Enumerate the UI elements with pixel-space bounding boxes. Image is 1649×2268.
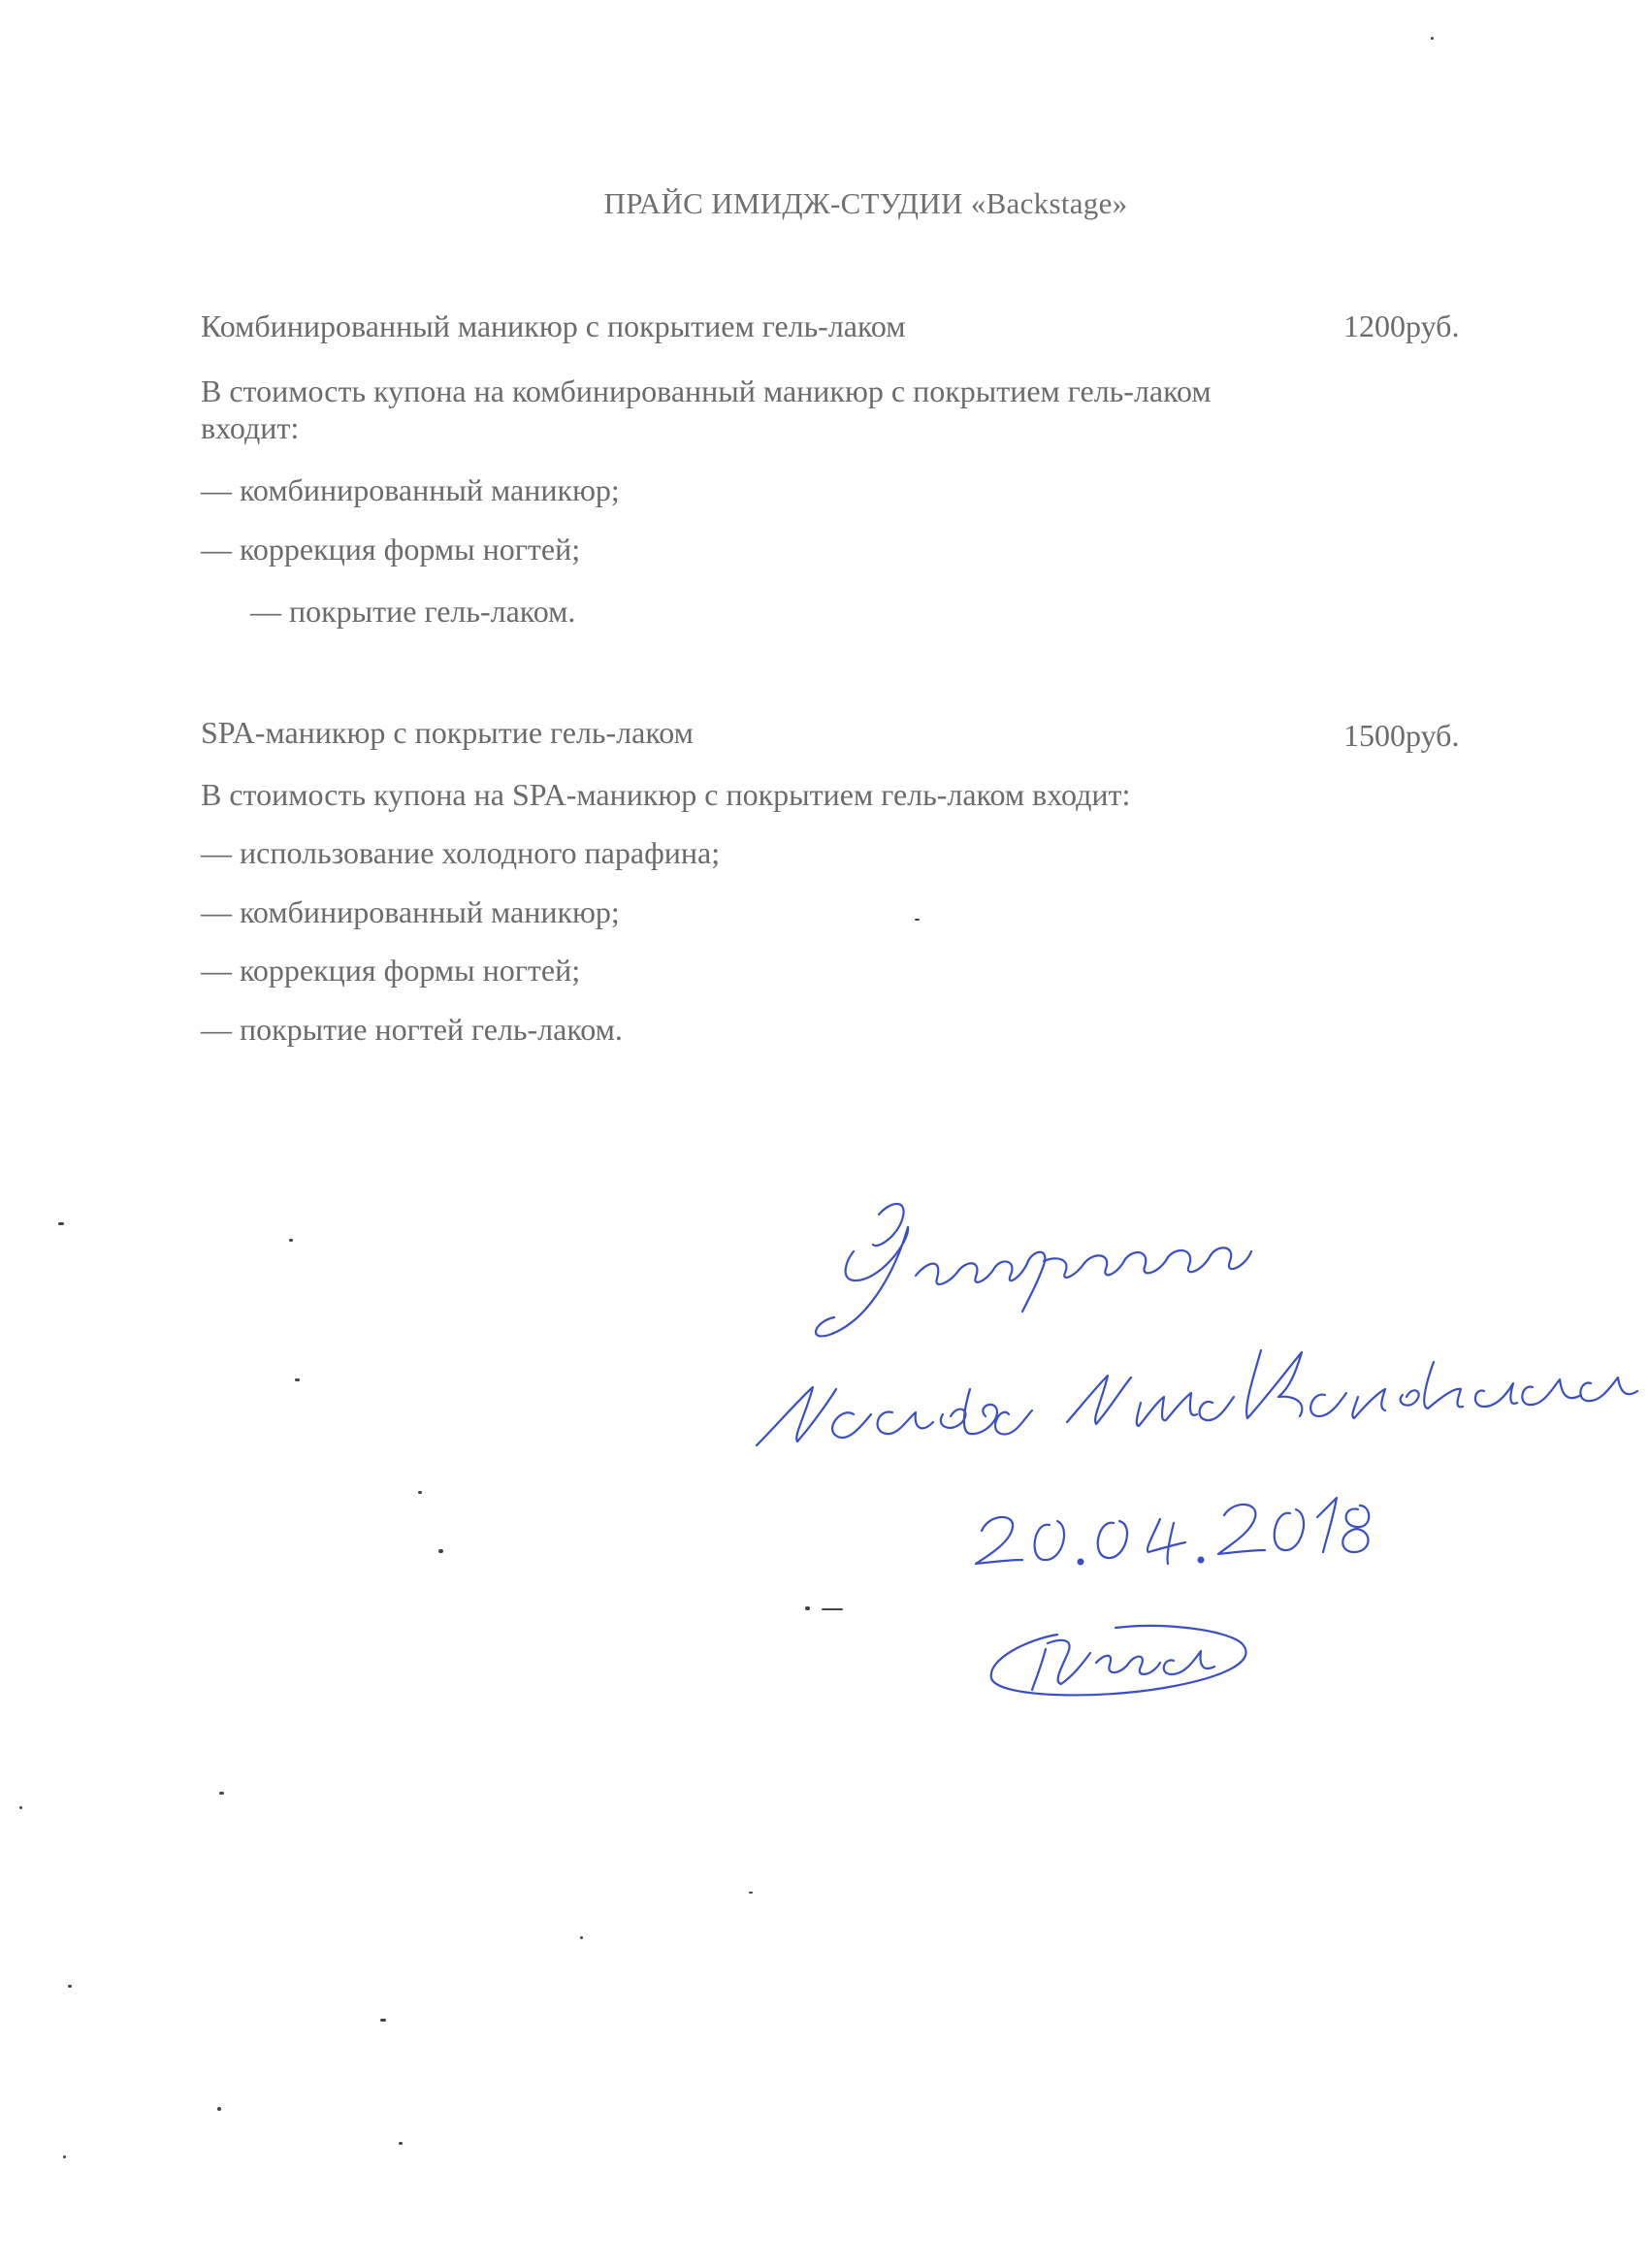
- scan-speck: [58, 1222, 64, 1225]
- service-1-item: — комбинированный маникюр;: [201, 472, 620, 507]
- service-1-price: 1200руб.: [1343, 308, 1460, 343]
- service-2-item: — комбинированный маникюр;: [201, 894, 620, 929]
- handwritten-signature: [991, 1626, 1246, 1695]
- scan-speck: [438, 1549, 443, 1553]
- service-2-item: — коррекция формы ногтей;: [201, 953, 581, 988]
- scan-speck: [580, 1936, 583, 1939]
- scan-speck: [822, 1608, 843, 1610]
- service-1-name: Комбинированный маникюр с покрытием гель-лаком: [201, 308, 906, 343]
- service-2-name: SPA-маникюр с покрытие гель-лаком: [201, 715, 694, 750]
- service-2-item: — покрытие ногтей гель-лаком.: [201, 1012, 623, 1047]
- scan-speck: [805, 1606, 810, 1610]
- scan-speck: [63, 2155, 66, 2158]
- document-title: ПРАЙС ИМИДЖ-СТУДИИ «Backstage»: [603, 186, 1128, 220]
- scan-speck: [219, 1792, 224, 1795]
- scan-speck: [380, 2019, 386, 2022]
- service-1-includes-intro: В стоимость купона на комбинированный маникюр с покрытием гель-лаком: [201, 373, 1212, 408]
- service-1-includes-intro-cont: входит:: [201, 410, 300, 445]
- scan-speck: [915, 919, 920, 921]
- scan-speck: [295, 1378, 300, 1381]
- scan-speck: [399, 2142, 403, 2145]
- service-2-item: — использование холодного парафина;: [201, 835, 721, 870]
- handwritten-approval-word: [816, 1204, 1251, 1336]
- service-2-price: 1500руб.: [1343, 718, 1460, 753]
- service-2-includes-intro: В стоимость купона на SPA-маникюр с покрытием гель-лаком входит:: [201, 777, 1131, 812]
- scan-speck: [418, 1491, 422, 1494]
- scan-speck: [19, 1806, 22, 1809]
- scan-speck: [1431, 37, 1434, 40]
- service-1-item: — коррекция формы ногтей;: [201, 532, 581, 567]
- service-1-item: — покрытие гель-лаком.: [250, 594, 576, 629]
- handwritten-approval-date: [976, 1498, 1369, 1564]
- scan-speck: [749, 1892, 753, 1894]
- scan-speck: [68, 1985, 72, 1988]
- scan-speck: [289, 1239, 293, 1242]
- handwritten-approval-name: [757, 1350, 1637, 1445]
- scan-speck: [217, 2107, 221, 2111]
